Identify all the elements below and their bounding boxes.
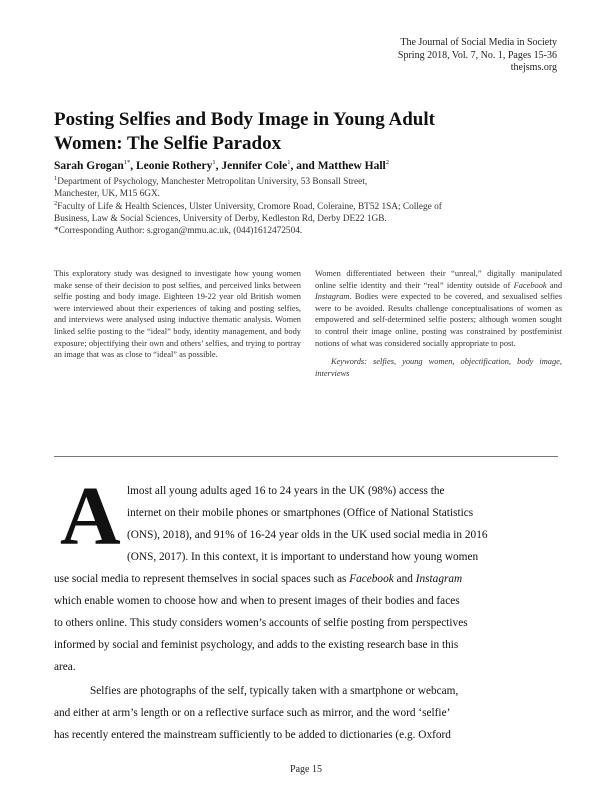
drop-cap: A bbox=[60, 470, 121, 563]
body-line: which enable women to choose how and when to present images of their bodies and faces bbox=[54, 595, 460, 607]
platform-instagram: Instagram bbox=[315, 292, 350, 302]
author-affiliation-mark: 1* bbox=[123, 159, 131, 167]
platform-instagram: Instagram bbox=[415, 573, 463, 585]
body-line: and either at arm’s length or on a reflective surface such as mirror, and the word ‘selfie’ bbox=[54, 707, 451, 719]
author-affiliation-mark: 1 bbox=[212, 159, 216, 167]
journal-header bbox=[398, 37, 557, 75]
body-line: internet on their mobile phones or smartphones (Office of National Statistics bbox=[127, 507, 474, 519]
affiliation-text: Department of Psychology, Manchester Metropolitan University, 53 Bonsall Street, bbox=[57, 177, 368, 187]
article-title-line-1: Posting Selfies and Body Image in Young Adult bbox=[54, 109, 435, 130]
body-line: use social media to represent themselves in social spaces such as Facebook and Instagram bbox=[54, 573, 463, 585]
abstract-paragraph: Women differentiated between their “unreal,” digitally manipulated online selfie identity and their “real” identity outside of Facebook and Instagram. Bodies were expected to be covered, and sexualised selfies were to be avoided. Results challenge conceptualisations of women as empowered and self-determined selfie posters; although women sought to control their image online, posting was constrained by postfeminist notions of what was considered socially appropriate to post. bbox=[315, 269, 563, 348]
section-divider bbox=[54, 456, 558, 457]
platform-facebook: Facebook bbox=[513, 280, 547, 290]
body-line: (ONS, 2017). In this context, it is important to understand how young women bbox=[127, 551, 479, 563]
affiliation-text: Manchester, UK, M15 6GX. bbox=[54, 189, 161, 200]
body-line: Selfies are photographs of the self, typically taken with a smartphone or webcam, bbox=[90, 685, 459, 697]
page-number: Page 15 bbox=[290, 764, 322, 775]
author-separator: , bbox=[215, 160, 222, 172]
affiliation-mark: 1 bbox=[54, 174, 58, 182]
keywords: Keywords: selfies, young women, objectification, body image, interviews bbox=[315, 357, 562, 378]
affiliation-text: Business, Law & Social Sciences, University of Derby, Kedleston Rd, Derby DE22 1GB. bbox=[54, 214, 387, 225]
author-name: Sarah Grogan bbox=[54, 160, 124, 172]
author-name: Leonie Rothery bbox=[136, 160, 213, 172]
body-line: lmost all young adults aged 16 to 24 years in the UK (98%) access the bbox=[127, 485, 445, 497]
journal-name: The Journal of Social Media in Society bbox=[400, 37, 557, 48]
journal-issue: Spring 2018, Vol. 7, No. 1, Pages 15-36 bbox=[397, 49, 557, 61]
article-title-line-2: Women: The Selfie Paradox bbox=[54, 133, 282, 154]
journal-site: thejsms.org bbox=[510, 62, 557, 73]
author-separator: , and bbox=[290, 160, 318, 172]
author-name: Matthew Hall bbox=[317, 160, 386, 172]
body-line: informed by social and feminist psychology, and adds to the existing research base in this bbox=[54, 639, 459, 651]
body-line: (ONS), 2018), and 91% of 16-24 year olds in the UK used social media in 2016 bbox=[127, 529, 488, 541]
body-line: to others online. This study considers women’s accounts of selfie posting from perspectives bbox=[54, 617, 468, 629]
body-line: has recently entered the mainstream sufficiently to be added to dictionaries (e.g. Oxford bbox=[54, 729, 451, 741]
author-affiliation-mark: 1 bbox=[287, 159, 291, 167]
abstract-left-column: This exploratory study was designed to investigate how young women make sense of their decision to post selfies, and perceived links between selfie posting and body image. Eighteen 19-22 year old British women were interviewed about their experiences of taking and posting selfies, and interviews were analysed using inductive thematic analysis. Women linked selfie posting to the “ideal” body, identity management, and body exposure; objectifying their own and others’ selfies, and trying to portray an image that was as close to “ideal” as possible. bbox=[54, 269, 301, 360]
article-title bbox=[54, 108, 564, 156]
affiliation-1 bbox=[54, 176, 560, 200]
abstract-right-column bbox=[315, 268, 562, 379]
author-affiliation-mark: 2 bbox=[385, 159, 389, 167]
platform-facebook: Facebook bbox=[349, 573, 394, 585]
affiliation-2 bbox=[54, 201, 560, 225]
affiliation-mark: 2 bbox=[54, 199, 58, 207]
body-line: area. bbox=[54, 661, 76, 673]
author-separator: , bbox=[130, 160, 137, 172]
author-name: Jennifer Cole bbox=[221, 160, 288, 172]
author-list bbox=[54, 160, 389, 172]
affiliation-text: Faculty of Life & Health Sciences, Ulster University, Cromore Road, Coleraine, BT52 1SA; College of bbox=[57, 202, 442, 212]
corresponding-author: *Corresponding Author: s.grogan@mmu.ac.uk, (044)1612472504. bbox=[54, 226, 303, 236]
